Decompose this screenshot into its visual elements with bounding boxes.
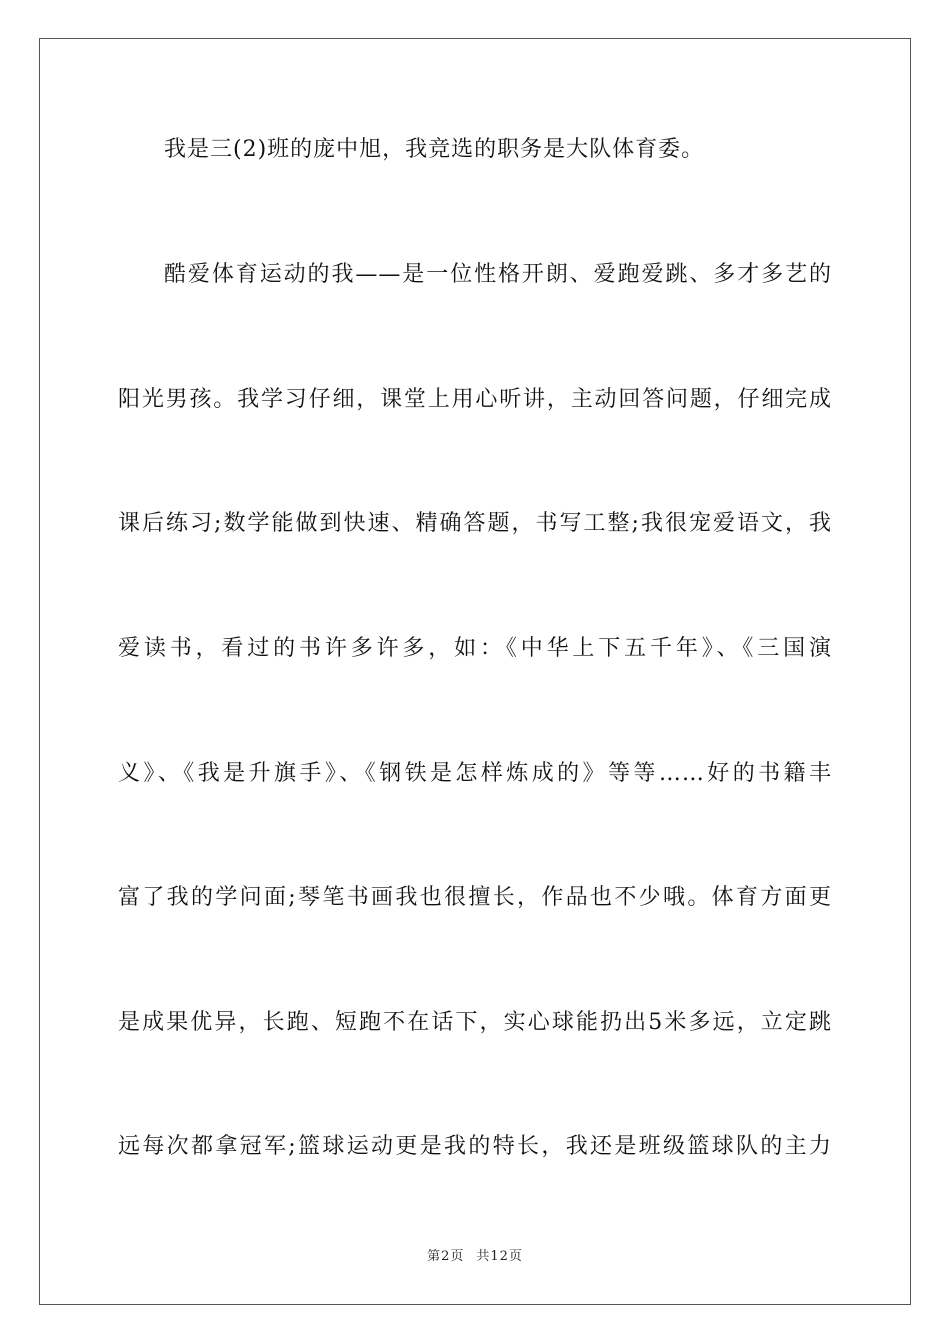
paragraph-line-9: 远每次都拿冠军;篮球运动更是我的特长，我还是班级篮球队的主力 [118,1134,832,1159]
paragraph-line-8: 是成果优异，长跑、短跑不在话下，实心球能扔出5米多远，立定跳 [118,1010,832,1035]
page-footer [0,1248,950,1266]
page-total: 共12页 [476,1249,523,1264]
paragraph-line-6: 义》、《我是升旗手》、《钢铁是怎样炼成的》等等……好的书籍丰 [118,761,832,786]
page-border [39,38,911,1305]
page-number: 第2页 [427,1249,465,1264]
paragraph-line-2: 酷爱体育运动的我——是一位性格开朗、爱跑爱跳、多才多艺的 [164,262,832,287]
paragraph-line-5: 爱读书，看过的书许多许多，如：《中华上下五千年》、《三国演 [118,636,832,661]
paragraph-line-4: 课后练习;数学能做到快速、精确答题，书写工整;我很宠爱语文，我 [118,511,832,536]
paragraph-line-7: 富了我的学问面;琴笔书画我也很擅长，作品也不少哦。体育方面更 [118,885,832,910]
paragraph-line-3: 阳光男孩。我学习仔细，课堂上用心听讲，主动回答问题，仔细完成 [118,387,832,412]
paragraph-line-1: 我是三(2)班的庞中旭，我竞选的职务是大队体育委。 [164,137,705,162]
